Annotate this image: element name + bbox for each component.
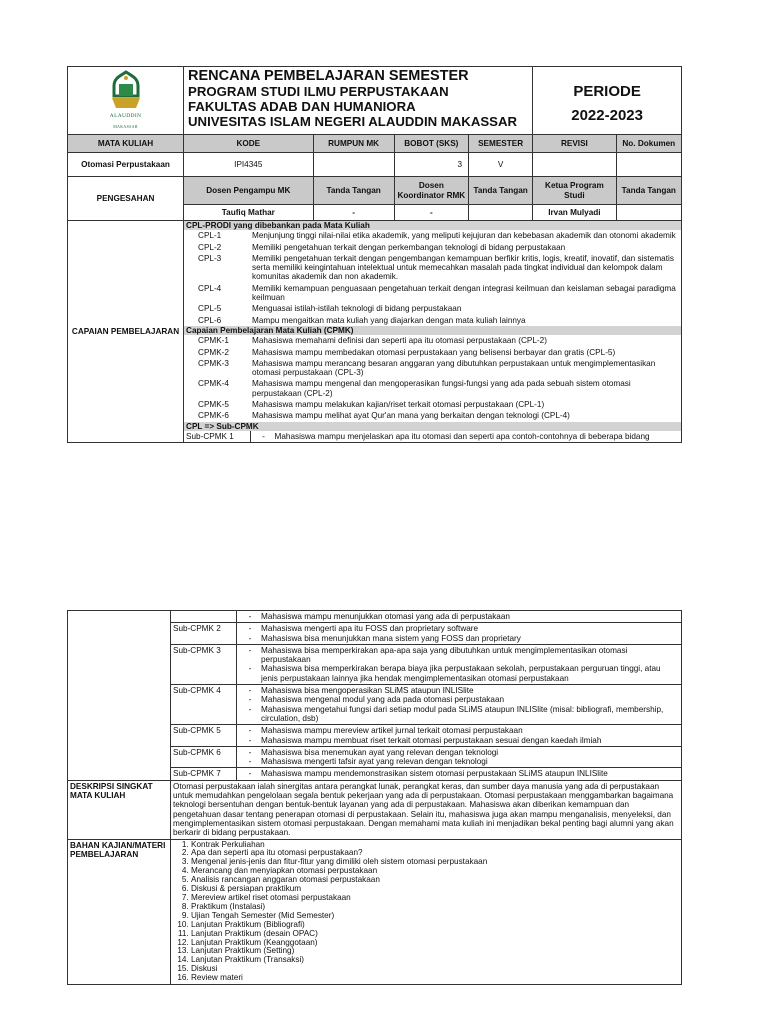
- sub-cpmk-row: Sub-CPMK 5 - Mahasiswa mampu mereview artikel jurnal terkait otomasi perpustakaan - Mahasiswa mampu membuat riset terkait otomasi perpustakaan sesuai dengan kaedah ilmiah: [68, 725, 682, 747]
- list-item: 9. Ujian Tengah Semester (Mid Semester): [191, 912, 679, 921]
- header-bobot: BOBOT (SKS): [394, 135, 468, 153]
- periode-label: PERIODE: [573, 83, 641, 101]
- sub-cpmk-row: Sub-CPMK 7 - Mahasiswa mampu mendemonstrasikan sistem otomasi perpustakaan SLiMS ataupun INLISlite: [68, 768, 682, 780]
- cpl-row: CPL-2 Memiliki pengetahuan terkait dengan perkembangan teknologi di bidang perpustakaan: [198, 242, 566, 252]
- ketua-name: Irvan Mulyadi: [533, 205, 616, 221]
- dosen-pengampu-header: Dosen Pengampu MK: [184, 177, 314, 205]
- list-item: 16. Review materi: [191, 974, 679, 983]
- header-revisi: REVISI: [533, 135, 616, 153]
- university-logo: [70, 70, 181, 131]
- header-semester: SEMESTER: [469, 135, 533, 153]
- logo-subtext: MAKASSAR: [113, 123, 138, 129]
- cpl-row: CPL-1 Menjunjung tinggi nilai-nilai etika akademik, yang meliputi kejujuran dan kebebasan akademik dan otonomi akademik: [198, 231, 676, 241]
- sub-cpmk-heading: CPL => Sub-CPMK: [184, 422, 681, 431]
- uin-alauddin-logo-icon: [106, 70, 146, 112]
- deskripsi-label: DESKRIPSI SINGKAT MATA KULIAH: [68, 780, 171, 839]
- signature-2: [469, 205, 533, 221]
- rps-page-2: [67, 610, 682, 985]
- sub-cpmk-row: - Mahasiswa mampu menunjukkan otomasi yang ada di perpustakaan: [68, 611, 682, 623]
- list-item: 3. Mengenal jenis-jenis dan fitur-fitur yang dimiliki oleh sistem otomasi perpustakaan: [191, 858, 679, 867]
- document-title: RENCANA PEMBELAJARAN SEMESTER: [188, 68, 469, 84]
- cpmk-row: CPMK-2 Mahasiswa mampu membedakan otomasi perpustakaan yang belisensi berbayar dan gratis (CPL-5): [198, 347, 616, 357]
- course-semester: V: [469, 153, 533, 177]
- rps-page-1: [67, 66, 682, 443]
- koordinator-name: -: [394, 205, 468, 221]
- signature-3: [616, 205, 681, 221]
- pengesahan-label: PENGESAHAN: [68, 177, 184, 221]
- program-name: PROGRAM STUDI ILMU PERPUSTAKAAN: [188, 84, 449, 99]
- periode-block: [533, 67, 682, 135]
- list-item: 7. Mereview artikel riset otomasi perpustakaan: [191, 894, 679, 903]
- list-item: 15. Diskusi: [191, 965, 679, 974]
- sub-cpmk-row: Sub-CPMK 6 - Mahasiswa bisa menemukan ayat yang relevan dengan teknologi - Mahasiswa mengerti tafsir ayat yang relevan dengan teknologi: [68, 746, 682, 768]
- cpl-list: [184, 230, 681, 326]
- list-item: 11. Lanjutan Praktikum (desain OPAC): [191, 930, 679, 939]
- list-item: 4. Merancang dan menyiapkan otomasi perpustakaan: [191, 867, 679, 876]
- cpl-row: CPL-4 Memiliki kemampuan penguasaan pengetahuan terkait dengan integrasi keilmuan dan keislaman sebagai paradigma keilmuan: [198, 283, 676, 303]
- sub-cpmk-first: [184, 431, 681, 442]
- sub-cpmk-row: Sub-CPMK 3 - Mahasiswa bisa memperkirakan apa-apa saja yang dibutuhkan untuk mengimplementasikan otomasi perpustakaan - Mahasiswa bisa memperkirakan berapa biaya jika perpustakaan sekolah, perpustakaan perguruan tinggi, atau jenis perpustakaan lainnya jika hendak mengimplementasikan otomasi perpustakaan: [68, 644, 682, 684]
- cpl-row: CPL-5 Menguasai istilah-istilah teknologi di bidang perpustakaan: [198, 304, 462, 314]
- cpl-row: CPL-3 Memiliki pengetahuan terkait dengan pengembangan kemampuan berfikir kritis, logis, kreatif, inovatif, dan sistematis serta memiliki keingintahuan intelektual untuk memecahkan masalah pada tingkat individual dan kelompok dalam komunitas akademik dan non akademik.: [198, 253, 674, 282]
- header-kode: KODE: [184, 135, 314, 153]
- list-item: 12. Lanjutan Praktikum (Keanggotaan): [191, 939, 679, 948]
- cpmk-row: CPMK-4 Mahasiswa mampu mengenal dan mengoperasikan fungsi-fungsi yang ada pada sebuah sistem otomasi perpustakaan (CPL-2): [198, 379, 631, 398]
- header-rumpun-mk: RUMPUN MK: [313, 135, 394, 153]
- bahan-kajian-list: [171, 839, 682, 985]
- signature-1: -: [313, 205, 394, 221]
- cpmk-row: CPMK-6 Mahasiswa mampu melihat ayat Qur'an mana yang berkaitan dengan teknologi (CPL-4): [198, 411, 570, 421]
- faculty-name: FAKULTAS ADAB DAN HUMANIORA: [188, 99, 416, 114]
- list-item: 14. Lanjutan Praktikum (Transaksi): [191, 956, 679, 965]
- header-no-dokumen: No. Dokumen: [616, 135, 681, 153]
- tanda-tangan-header-1: Tanda Tangan: [313, 177, 394, 205]
- tanda-tangan-header-2: Tanda Tangan: [469, 177, 533, 205]
- course-rumpun: [313, 153, 394, 177]
- university-name: UNIVESITAS ISLAM NEGERI ALAUDDIN MAKASSAR: [188, 114, 517, 129]
- sub-cpmk-1-code: Sub-CPMK 1: [184, 431, 250, 442]
- title-block: [184, 67, 533, 135]
- cpmk-heading: Capaian Pembelajaran Mata Kuliah (CPMK): [184, 326, 681, 335]
- course-no-dokumen: [616, 153, 681, 177]
- course-revisi: [533, 153, 616, 177]
- periode-value: 2022-2023: [571, 106, 643, 124]
- list-item: 5. Analisis rancangan anggaran otomasi perpustakaan: [191, 876, 679, 885]
- list-item: 6. Diskusi & persiapan praktikum: [191, 885, 679, 894]
- course-name: Otomasi Perpustakaan: [68, 153, 184, 177]
- logo-text: ALAUDDIN: [109, 113, 142, 120]
- cpmk-row: CPMK-1 Mahasiswa memahami definisi dan seperti apa itu otomasi perpustakaan (CPL-2): [198, 336, 547, 346]
- cpl-heading: CPL-PRODI yang dibebankan pada Mata Kuliah: [184, 221, 681, 230]
- list-item: 2. Apa dan seperti apa itu otomasi perpustakaan?: [191, 849, 679, 858]
- cpmk-row: CPMK-5 Mahasiswa mampu melakukan kajian/riset terkait otomasi perpustakaan (CPL-1): [198, 400, 545, 410]
- list-item: 8. Praktikum (Instalasi): [191, 903, 679, 912]
- cpmk-row: CPMK-3 Mahasiswa mampu merancang besaran anggaran yang dibutuhkan perpustakaan untuk mengimplementasikan otomasi perpustakaan (CPL-3): [198, 358, 656, 378]
- course-code: IPI4345: [184, 153, 314, 177]
- sub-cpmk-left-blank: [68, 611, 171, 781]
- course-bobot: 3: [394, 153, 468, 177]
- deskripsi-text: Otomasi perpustakaan ialah sinergitas antara perangkat lunak, perangkat keras, dan sumber daya manusia yang ada di perpustakaan untuk memudahkan pengelolaan segala bentuk pekerjaan yang ada di perpustakaan. Otomasi perpustakaan menggambarkan bagaimana teknologi bersentuhan dengan bentuk-bentuk layanan yang ada di perpustakaan. Mahasiswa akan diberikan kemampuan dan pengetahuan dasar tentang penerapan otomasi di perpustakaan. Selain itu, mahasiswa juga akan mampu menganalisis, menyeleksi, dan mengimplementasikan sistem otomasi perpustakaan. Dengan memahami mata kuliah ini menjadikan bekal penting bagi alumni yang akan berkarir di bidang perpustakaan.: [171, 780, 682, 839]
- cpl-row: CPL-6 Mampu mengaitkan mata kuliah yang diajarkan dengan mata kuliah lainnya: [198, 315, 526, 325]
- capaian-label: CAPAIAN PEMBELAJARAN: [68, 221, 184, 443]
- tanda-tangan-header-3: Tanda Tangan: [616, 177, 681, 205]
- sub-cpmk-1-item: - Mahasiswa mampu menjelaskan apa itu otomasi dan seperti apa contoh-contohnya di beberapa bidang: [262, 431, 650, 441]
- pengampu-name: Taufiq Mathar: [184, 205, 314, 221]
- list-item: 10. Lanjutan Praktikum (Bibliografi): [191, 921, 679, 930]
- cpmk-list: [184, 335, 681, 421]
- header-mata-kuliah: MATA KULIAH: [68, 135, 184, 153]
- ketua-prodi-header: Ketua Program Studi: [533, 177, 616, 205]
- sub-cpmk-row: Sub-CPMK 4 - Mahasiswa bisa mengoperasikan SLiMS ataupun INLISlite - Mahasiswa mengenal modul yang ada pada otomasi perpustakaan - Mahasiswa mengetahui fungsi dari setiap modul pada SLiMS ataupun INLISlite (misal: bibliografi, membership, circulation, dsb): [68, 685, 682, 725]
- list-item: 1. Kontrak Perkuliahan: [191, 841, 679, 850]
- sub-cpmk-row: Sub-CPMK 2 - Mahasiswa mengerti apa itu FOSS dan proprietary software - Mahasiswa bisa menunjukkan mana sistem yang FOSS dan proprietary: [68, 623, 682, 645]
- dosen-koordinator-header: Dosen Koordinator RMK: [394, 177, 468, 205]
- bahan-kajian-label: BAHAN KAJIAN/MATERI PEMBELAJARAN: [68, 839, 171, 985]
- capaian-content: [184, 221, 682, 443]
- list-item: 13. Lanjutan Praktikum (Setting): [191, 947, 679, 956]
- logo-cell: [68, 67, 184, 135]
